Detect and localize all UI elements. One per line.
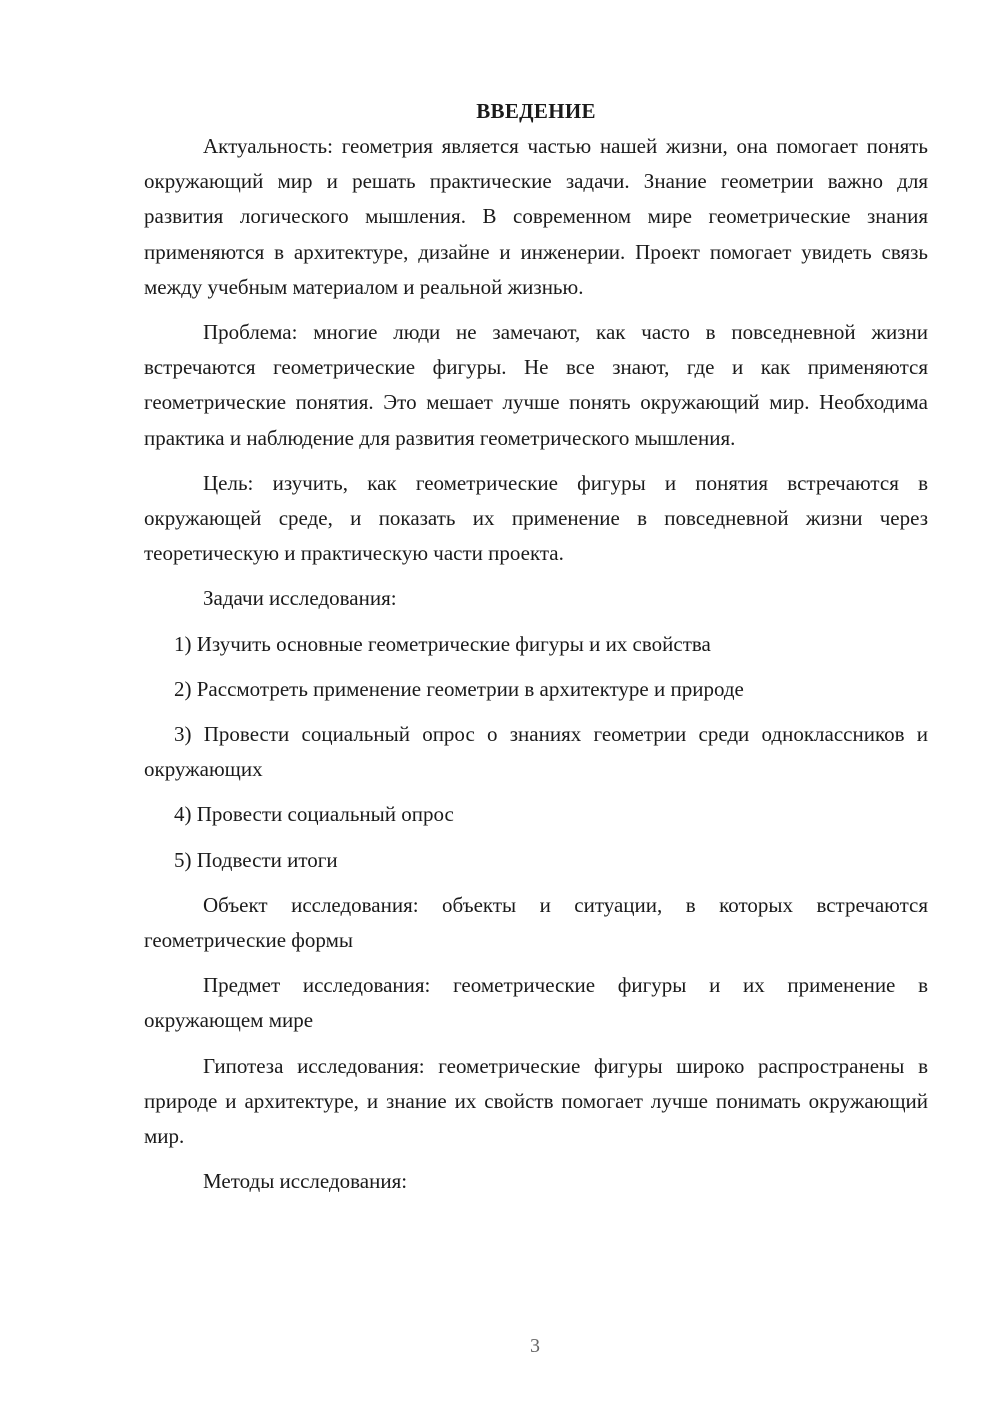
paragraph-tasks-heading: Задачи исследования: [203, 586, 397, 611]
paragraph-object: Объект исследования: объекты и ситуации, в которых встречаются геометрические формы [144, 892, 928, 953]
paragraph-hypothesis: Гипотеза исследования: геометрические фигуры широко распространены в природе и архитектуре, и знание их свойств помогает лучше понимать окружающий мир. [144, 1053, 928, 1149]
paragraph-problem: Проблема: многие люди не замечают, как часто в повседневной жизни встречаются геометрические фигуры. Не все знают, где и как применяются геометрические понятия. Это мешает лучше понять окружающий мир. Необходима практика и наблюдение для развития геометрического мышления. [144, 320, 928, 450]
task-item-3: 3) Провести социальный опрос о знаниях геометрии среди одноклассников и окружающих [144, 722, 928, 782]
paragraph-goal: Цель: изучить, как геометрические фигуры и понятия встречаются в окружающей среде, и показать их применение в повседневной жизни через теоретическую и практическую части проекта. [144, 470, 928, 566]
task-item-5: 5) Подвести итоги [174, 847, 338, 872]
paragraph-methods: Методы исследования: [203, 1169, 408, 1194]
task-item-4: 4) Провести социальный опрос [174, 802, 454, 827]
page-content [144, 94, 928, 1199]
paragraph-relevance: Актуальность: геометрия является частью нашей жизни, она помогает понять окружающий мир и решать практические задачи. Знание геометрии важно для развития логического мышления. В современном мире геометрические знания применяются в архитектуре, дизайне и инженерии. Проект помогает увидеть связь между учебным материалом и реальной жизнью. [144, 134, 928, 299]
task-item-2: 2) Рассмотреть применение геометрии в архитектуре и природе [174, 676, 744, 701]
page-number: 3 [530, 1335, 540, 1357]
paragraph-subject: Предмет исследования: геометрические фигуры и их применение в окружающем мире [144, 973, 928, 1033]
task-item-1: 1) Изучить основные геометрические фигуры и их свойства [174, 631, 711, 656]
section-title: ВВЕДЕНИЕ [476, 99, 596, 123]
